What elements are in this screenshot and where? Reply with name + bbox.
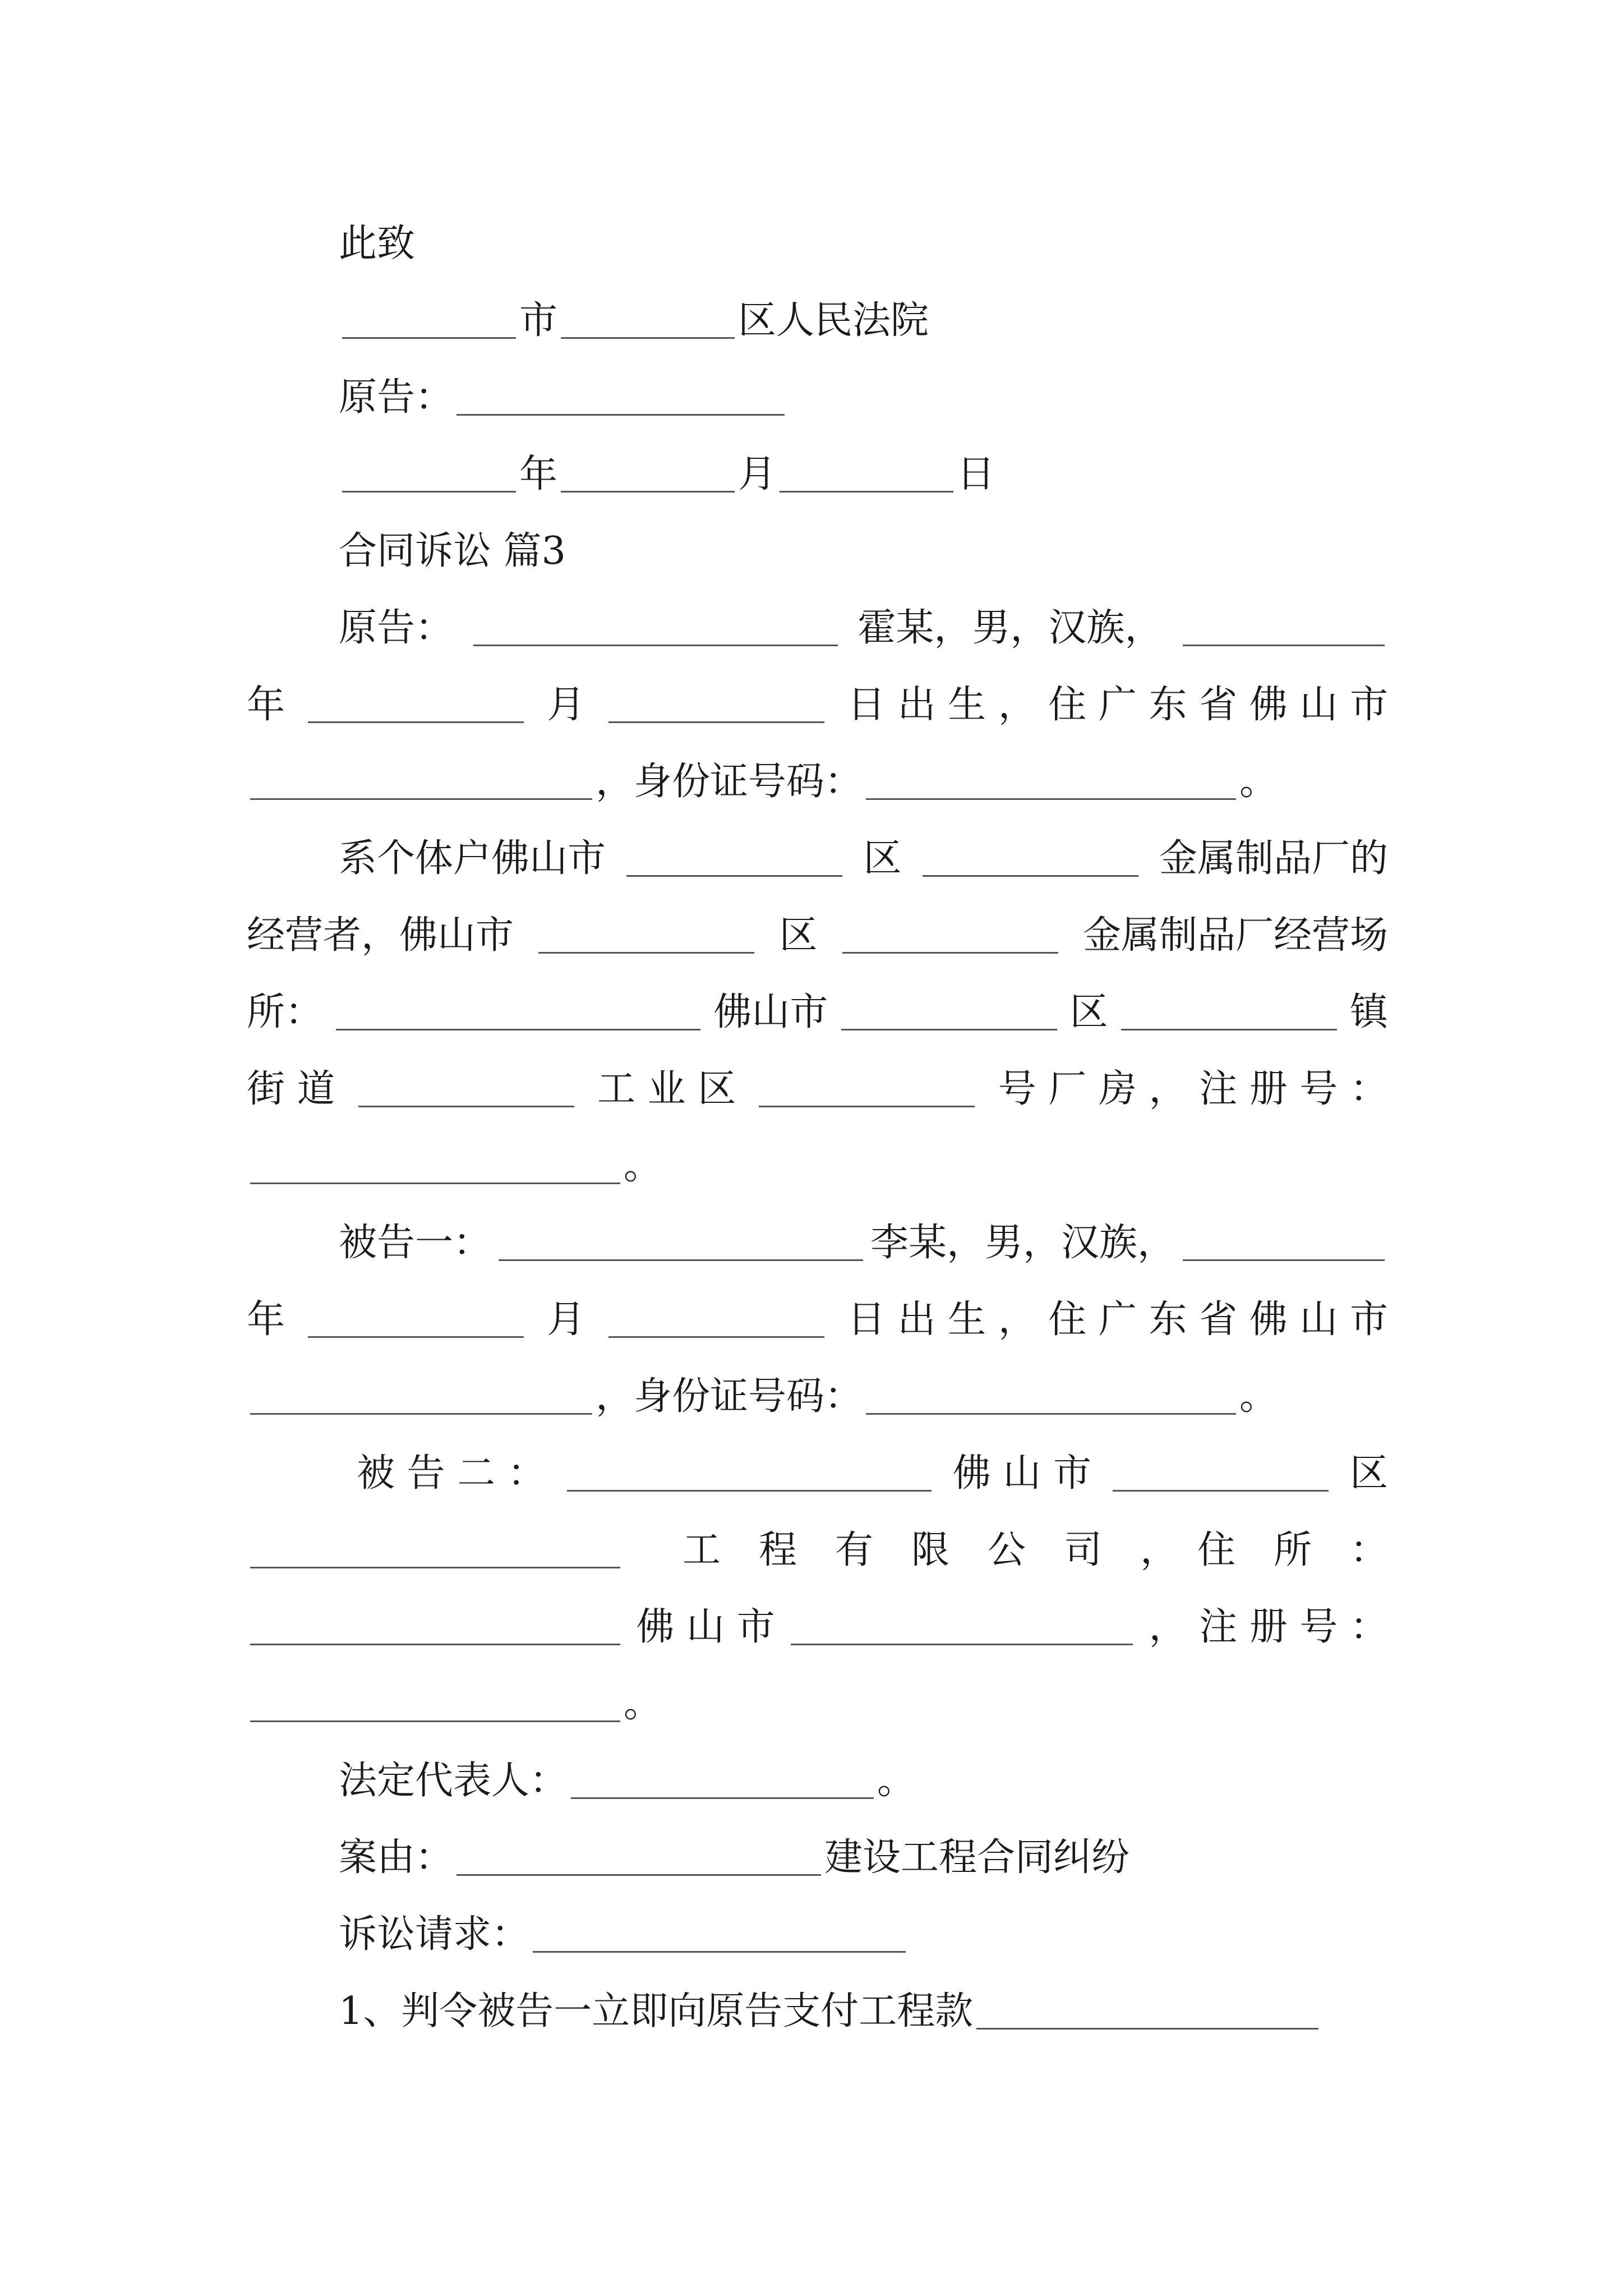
city-label: 市 bbox=[519, 298, 558, 343]
registration-label: 号 厂 房 ， 注 册 号 ： bbox=[998, 1067, 1388, 1111]
legal-representative-blank[interactable] bbox=[571, 1759, 874, 1799]
city-label: 佛 山 市 bbox=[636, 1605, 775, 1649]
blank[interactable] bbox=[1183, 606, 1385, 646]
month-blank[interactable] bbox=[308, 683, 524, 723]
claims-label: 诉讼请求： bbox=[339, 1912, 530, 1957]
month-label: 月 bbox=[547, 683, 585, 727]
place-label: 所： bbox=[247, 990, 324, 1034]
blank[interactable] bbox=[791, 1605, 1133, 1645]
defendant-two-line-1 bbox=[357, 1446, 1388, 1502]
registration-number-line bbox=[247, 1138, 1388, 1194]
operator-text: 经营者，佛山市 bbox=[247, 913, 514, 958]
blank[interactable] bbox=[499, 1221, 863, 1261]
defendant-two-label: 被 告 二 ： bbox=[357, 1451, 546, 1496]
business-text: 系个体户佛山市 bbox=[339, 836, 606, 881]
defendant-two-line-3 bbox=[247, 1599, 1388, 1655]
blank[interactable] bbox=[533, 1913, 906, 1953]
blank[interactable] bbox=[759, 1068, 975, 1107]
id-label: ，身份证号码： bbox=[596, 1374, 863, 1419]
plaintiff-label: 原告： bbox=[339, 375, 454, 420]
defendant-two-registration-line bbox=[247, 1676, 1388, 1732]
year-label: 年 bbox=[247, 1297, 285, 1342]
blank[interactable] bbox=[923, 837, 1138, 877]
court-label: 区人民法院 bbox=[738, 298, 929, 343]
blank[interactable] bbox=[1183, 1221, 1385, 1261]
defendant-one-info-line bbox=[339, 1215, 1388, 1271]
defendant-two-line-2 bbox=[247, 1522, 1388, 1579]
blank[interactable] bbox=[358, 1068, 574, 1107]
period: 。 bbox=[877, 1759, 916, 1803]
street-label: 街 道 bbox=[247, 1067, 335, 1111]
month-label: 月 bbox=[547, 1297, 585, 1342]
blank[interactable] bbox=[457, 1836, 821, 1876]
business-address-line bbox=[247, 984, 1388, 1041]
plaintiff-id-line bbox=[247, 754, 1388, 810]
city-blank[interactable] bbox=[342, 299, 516, 339]
factory-text: 金属制品厂经营场 bbox=[1082, 913, 1388, 958]
month-label: 月 bbox=[738, 452, 777, 496]
blank[interactable] bbox=[1121, 991, 1337, 1030]
plaintiff-identity: 霍某，男，汉族， bbox=[857, 606, 1163, 650]
address-blank[interactable] bbox=[250, 760, 592, 800]
month-blank[interactable] bbox=[308, 1298, 524, 1338]
registration-blank[interactable] bbox=[250, 1682, 620, 1722]
blank[interactable] bbox=[250, 1605, 620, 1645]
birth-residence-text: 日 出 生 ， 住 广 东 省 佛 山 市 bbox=[847, 683, 1388, 727]
factory-text: 金属制品厂的 bbox=[1159, 836, 1388, 881]
city-label: 佛山市 bbox=[713, 990, 828, 1034]
section-heading bbox=[339, 523, 1388, 579]
period: 。 bbox=[1239, 760, 1278, 804]
company-text: 工 程 有 限 公 司 ， 住 所 ： bbox=[682, 1528, 1388, 1572]
claim-text: 1、判令被告一立即向原告支付工程款 bbox=[339, 1989, 974, 2033]
year-blank[interactable] bbox=[342, 453, 516, 493]
defendant-one-id-line bbox=[247, 1369, 1388, 1425]
registration-blank[interactable] bbox=[250, 1144, 620, 1184]
blank[interactable] bbox=[842, 914, 1058, 954]
id-label: ，身份证号码： bbox=[596, 760, 863, 804]
case-cause-text: 建设工程合同纠纷 bbox=[824, 1835, 1130, 1880]
closing-text: 此致 bbox=[339, 222, 416, 266]
period: 。 bbox=[1239, 1374, 1278, 1419]
company-name-blank[interactable] bbox=[250, 1529, 620, 1568]
period: 。 bbox=[624, 1144, 662, 1188]
amount-blank[interactable] bbox=[976, 1990, 1318, 2030]
period: 。 bbox=[624, 1682, 662, 1726]
blank[interactable] bbox=[841, 991, 1057, 1030]
blank[interactable] bbox=[1113, 1452, 1329, 1492]
id-number-blank[interactable] bbox=[866, 1375, 1236, 1415]
claim-item-1 bbox=[339, 1984, 1388, 2040]
defendant-one-identity: 李某，男，汉族， bbox=[870, 1221, 1175, 1265]
plaintiff-label: 原告： bbox=[339, 606, 454, 650]
plaintiff-info-line bbox=[339, 600, 1388, 656]
district-label: 区 bbox=[779, 913, 818, 958]
defendant-one-birth-line bbox=[247, 1292, 1388, 1348]
industrial-zone-label: 工 业 区 bbox=[597, 1067, 736, 1111]
year-label: 年 bbox=[519, 452, 558, 496]
blank[interactable] bbox=[626, 837, 842, 877]
plaintiff-birth-line bbox=[247, 677, 1388, 733]
id-number-blank[interactable] bbox=[866, 760, 1236, 800]
blank[interactable] bbox=[336, 991, 700, 1030]
address-blank[interactable] bbox=[250, 1375, 592, 1415]
case-cause-line bbox=[339, 1830, 1388, 1886]
plaintiff-signature-line bbox=[339, 370, 1388, 426]
business-street-line bbox=[247, 1061, 1388, 1117]
day-blank[interactable] bbox=[608, 683, 824, 723]
business-line-1 bbox=[339, 831, 1388, 887]
blank[interactable] bbox=[567, 1452, 932, 1492]
plaintiff-signature-blank[interactable] bbox=[457, 376, 785, 416]
district-label: 区 bbox=[863, 836, 902, 881]
day-blank[interactable] bbox=[780, 453, 953, 493]
district-blank[interactable] bbox=[561, 299, 735, 339]
city-label: 佛 山 市 bbox=[952, 1451, 1092, 1496]
year-label: 年 bbox=[247, 683, 285, 727]
claims-heading-line bbox=[339, 1907, 1388, 1963]
day-label: 日 bbox=[957, 452, 995, 496]
section-title: 合同诉讼 篇3 bbox=[339, 529, 566, 573]
month-blank[interactable] bbox=[561, 453, 735, 493]
business-line-2 bbox=[247, 908, 1388, 964]
closing-salutation bbox=[339, 216, 1388, 272]
blank[interactable] bbox=[473, 606, 838, 646]
court-address-line bbox=[339, 293, 1388, 349]
registration-label: ， 注 册 号 ： bbox=[1149, 1605, 1388, 1649]
legal-representative-label: 法定代表人： bbox=[339, 1759, 568, 1803]
date-line bbox=[339, 447, 1388, 503]
district-label: 区 bbox=[1349, 1451, 1388, 1496]
legal-representative-line bbox=[339, 1753, 1388, 1809]
town-label: 镇 bbox=[1349, 990, 1388, 1034]
case-cause-label: 案由： bbox=[339, 1835, 454, 1880]
birth-residence-text: 日 出 生 ， 住 广 东 省 佛 山 市 bbox=[847, 1297, 1388, 1342]
defendant-one-label: 被告一： bbox=[339, 1221, 492, 1265]
blank[interactable] bbox=[538, 914, 754, 954]
district-label: 区 bbox=[1069, 990, 1108, 1034]
day-blank[interactable] bbox=[608, 1298, 824, 1338]
